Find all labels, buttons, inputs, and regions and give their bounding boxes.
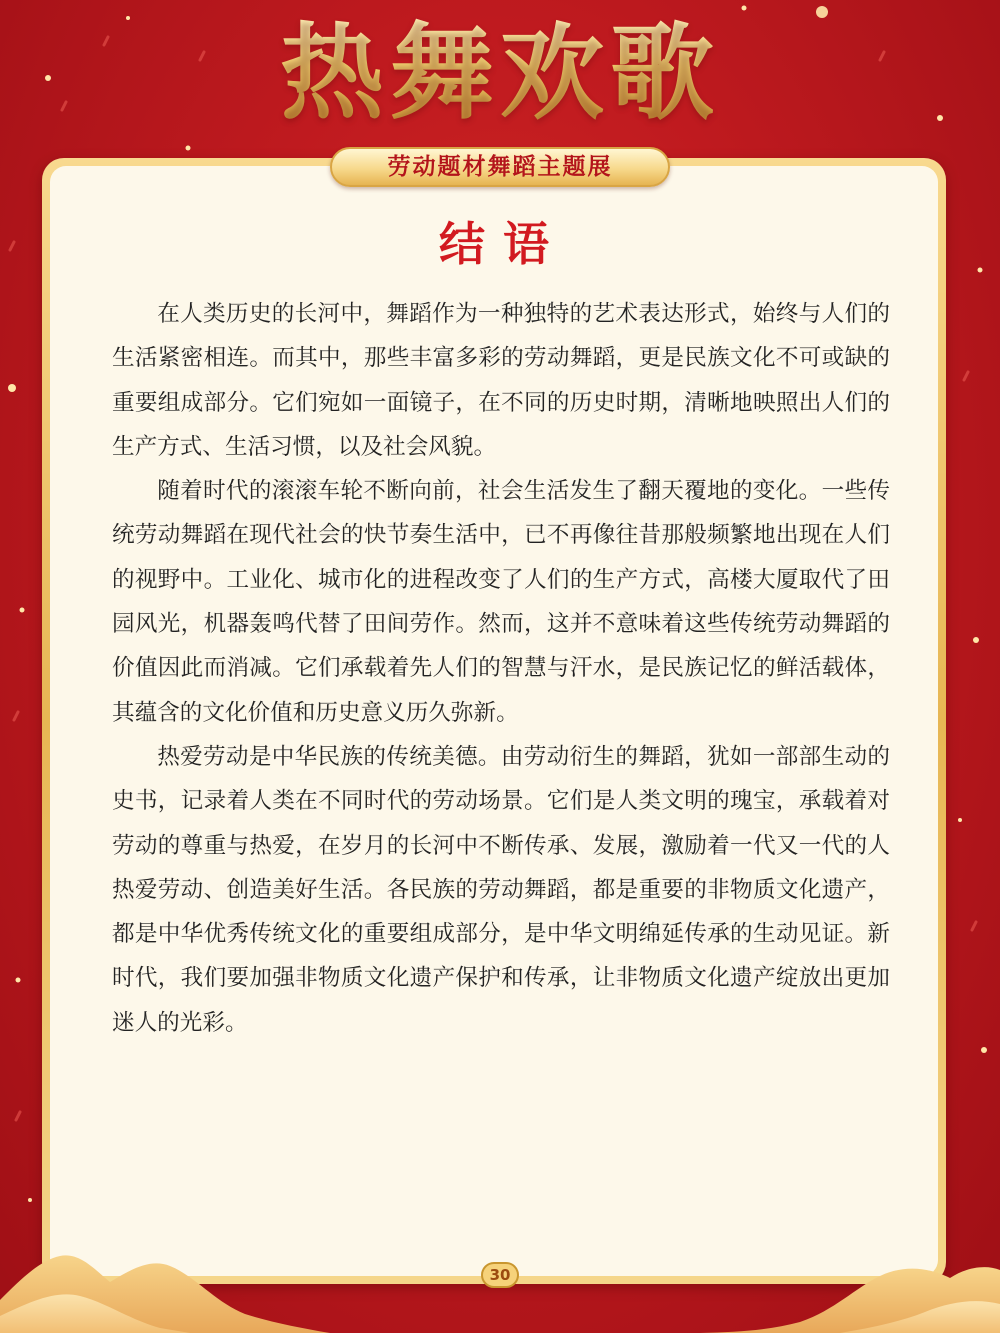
page-number: 30 xyxy=(481,1262,519,1288)
subtitle-ribbon: 劳动题材舞蹈主题展 xyxy=(330,147,670,187)
paragraph: 在人类历史的长河中，舞蹈作为一种独特的艺术表达形式，始终与人们的生活紧密相连。而其中，那些丰富多彩的劳动舞蹈，更是民族文化不可或缺的重要组成部分。它们宛如一面镜子，在不同的历史时期，清晰地映照出人们的生产方式、生活习惯，以及社会风貌。 xyxy=(112,301,890,460)
body-text xyxy=(112,292,890,1045)
paragraph: 随着时代的滚滚车轮不断向前，社会生活发生了翻天覆地的变化。一些传统劳动舞蹈在现代社会的快节奏生活中，已不再像往昔那般频繁地出现在人们的视野中。工业化、城市化的进程改变了人们的生产方式，高楼大厦取代了田园风光，机器轰鸣代替了田间劳作。然而，这并不意味着这些传统劳动舞蹈的价值因此而消减。它们承载着先人们的智慧与汗水，是民族记忆的鲜活载体，其蕴含的文化价值和历史意义历久弥新。 xyxy=(112,478,890,726)
section-title: 结语 xyxy=(439,217,567,271)
paragraph: 热爱劳动是中华民族的传统美德。由劳动衍生的舞蹈，犹如一部部生动的史书，记录着人类在不同时代的劳动场景。它们是人类文明的瑰宝，承载着对劳动的尊重与热爱，在岁月的长河中不断传承、发展，激励着一代又一代的人热爱劳动、创造美好生活。各民族的劳动舞蹈，都是重要的非物质文化遗产，都是中华优秀传统文化的重要组成部分，是中华文明绵延传承的生动见证。新时代，我们要加强非物质文化遗产保护和传承，让非物质文化遗产绽放出更加迷人的光彩。 xyxy=(112,743,890,1036)
main-title: 热舞欢歌 xyxy=(0,8,1000,138)
